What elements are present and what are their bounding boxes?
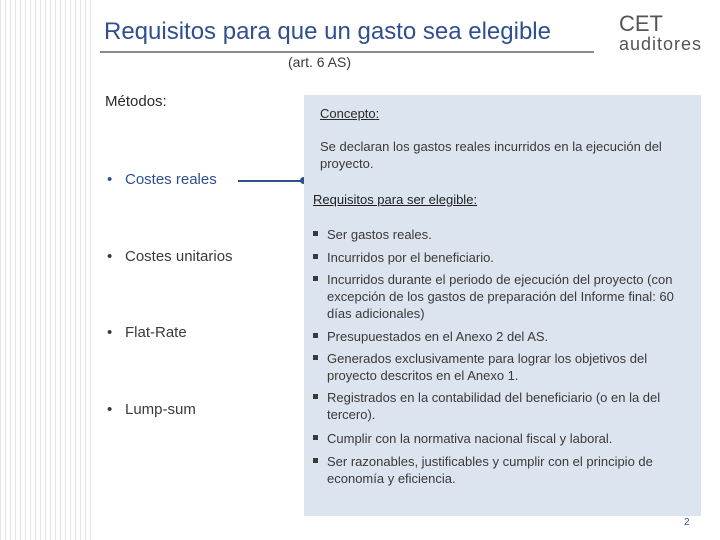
method-item-lump-sum [107, 401, 196, 418]
title-divider [100, 51, 594, 53]
method-label: Costes unitarios [125, 248, 233, 265]
square-bullet-icon [313, 394, 318, 399]
concept-description: Se declaran los gastos reales incurridos en la ejecución del proyecto. [320, 139, 662, 171]
method-label: Lump-sum [125, 401, 196, 418]
square-bullet-icon [313, 276, 318, 281]
requirements-heading-colon: : [473, 192, 478, 207]
requirement-text: Registrados en la contabilidad del beneficiario (o en la del tercero). [327, 390, 661, 422]
square-bullet-icon [313, 458, 318, 463]
requirement-text: Incurridos durante el periodo de ejecución del proyecto (con excepción de los gastos de preparación del Informe final: 60 días adicionales) [327, 272, 674, 321]
method-label: Flat-Rate [125, 324, 187, 341]
connector-line [238, 180, 304, 182]
requirement-text: Ser razonables, justificables y cumplir con el principio de economía y eficiencia. [327, 454, 653, 486]
concept-heading-text: Concepto [320, 106, 376, 121]
square-bullet-icon [313, 355, 318, 360]
logo-line-1: CET [619, 11, 663, 36]
requirement-text: Cumplir con la normativa nacional fiscal y laboral. [327, 431, 613, 446]
square-bullet-icon [313, 435, 318, 440]
bullet-dot: • [107, 248, 113, 265]
bullet-dot: • [107, 171, 113, 188]
requirement-text: Generados exclusivamente para lograr los objetivos del proyecto descritos en el Anexo 1. [327, 351, 648, 383]
requirement-text: Incurridos por el beneficiario. [327, 250, 494, 265]
page-number: 2 [684, 517, 690, 528]
requirement-item [313, 271, 693, 322]
requirement-item [313, 226, 693, 243]
bullet-dot: • [107, 401, 113, 418]
square-bullet-icon [313, 333, 318, 338]
concept-heading [320, 106, 379, 121]
concept-heading-colon: : [375, 106, 380, 121]
requirement-item [313, 350, 693, 384]
logo-line-2: auditores [619, 34, 703, 54]
requirement-item [313, 430, 693, 447]
method-label: Costes reales [125, 171, 217, 188]
methods-heading: Métodos: [105, 93, 167, 110]
company-logo [619, 11, 709, 56]
slide-subtitle: (art. 6 AS) [288, 54, 352, 70]
slide-title: Requisitos para que un gasto sea elegible [104, 18, 551, 45]
method-item-flat-rate [107, 324, 187, 341]
requirement-item [313, 328, 693, 345]
requirements-heading [313, 192, 477, 207]
method-item-costes-unitarios [107, 248, 233, 265]
method-item-costes-reales [107, 171, 217, 188]
requirement-text: Ser gastos reales. [327, 227, 432, 242]
requirements-heading-text: Requisitos para ser elegible [313, 192, 474, 207]
requirement-text: Presupuestados en el Anexo 2 del AS. [327, 329, 549, 344]
requirement-item [313, 453, 693, 487]
square-bullet-icon [313, 254, 318, 259]
bullet-dot: • [107, 324, 113, 341]
decorative-stripes [0, 0, 92, 540]
square-bullet-icon [313, 231, 318, 236]
requirement-item [313, 249, 693, 266]
requirement-item [313, 389, 693, 423]
